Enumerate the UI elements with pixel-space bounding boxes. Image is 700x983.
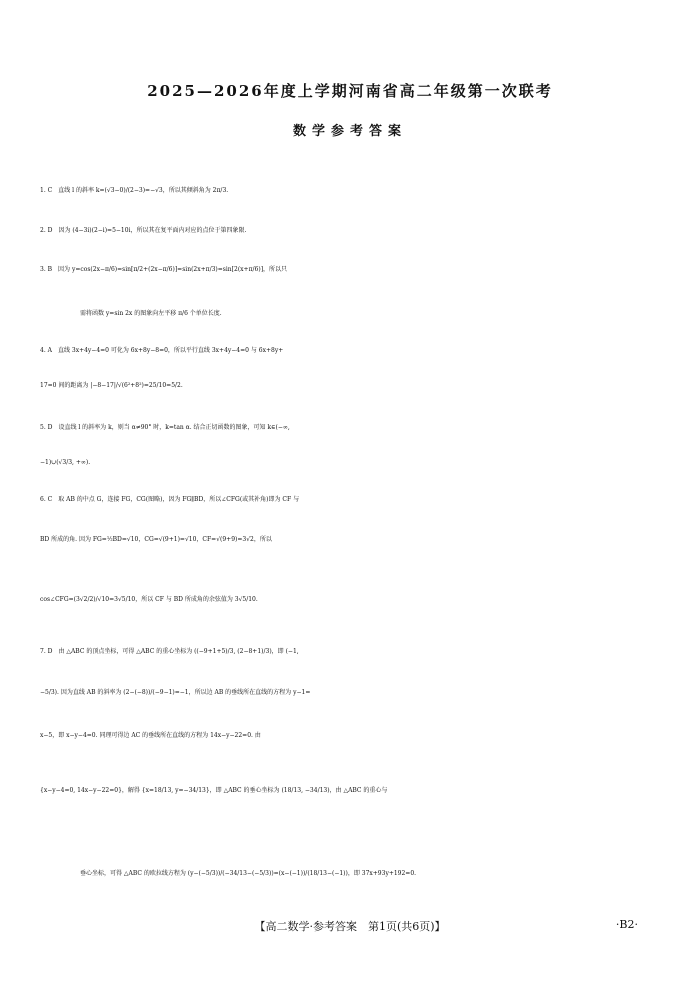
answer-line: −5/3). 因为直线 AB 的斜率为 (2−(−8))/(−9−1)=−1，所以边 AB 的垂线所在直线的方程为 y−1= bbox=[40, 689, 311, 696]
page-title: 2025—2026年度上学期河南省高二年级第一次联考 bbox=[147, 82, 553, 100]
answer-line: 3. B 因为 y=cos(2x−π/6)=sin[π/2+(2x−π/6)]=sin(2x+π/3)=sin[2(x+π/6)]，所以只 bbox=[40, 266, 288, 273]
answer-line: 7. D 由 △ABC 的顶点坐标，可得 △ABC 的重心坐标为 ((−9+1+5)/3, (2−8+1)/3)，即 (−1, bbox=[40, 648, 299, 655]
paper-code: ·B2· bbox=[615, 918, 638, 931]
answer-line: {x−y−4=0, 14x−y−22=0}，解得 {x=18/13, y=−34/13}，即 △ABC 的垂心坐标为 (18/13, −34/13)，由 △ABC 的重心与 bbox=[40, 787, 388, 794]
answer-line: cos∠CFG=(3√2/2)/√10=3√5/10，所以 CF 与 BD 所成角的余弦值为 3√5/10. bbox=[40, 596, 258, 603]
answer-line: 17=0 间的距离为 |−8−17|/√(6²+8²)=25/10=5/2. bbox=[40, 382, 183, 389]
answer-line: 需将函数 y=sin 2x 的图象向左平移 π/6 个单位长度. bbox=[80, 310, 222, 317]
answer-line: 垂心坐标，可得 △ABC 的欧拉线方程为 (y−(−5/3))/(−34/13−(−5/3))=(x−(−1))/(18/13−(−1))，即 37x+93y+192=0. bbox=[80, 870, 417, 877]
answer-line: −1)∪(√3/3, +∞). bbox=[40, 459, 91, 466]
answer-line: x−5，即 x−y−4=0. 同理可得边 AC 的垂线所在直线的方程为 14x−y−22=0. 由 bbox=[40, 732, 261, 739]
answer-line: 5. D 设直线 l 的斜率为 k，则当 α≠90° 时，k=tan α. 结合正切函数的图象，可知 k∈(−∞, bbox=[40, 424, 290, 431]
answer-line: 4. A 直线 3x+4y−4=0 可化为 6x+8y−8=0，所以平行直线 3x+4y−4=0 与 6x+8y+ bbox=[40, 347, 284, 354]
page-subtitle: 数学参考答案 bbox=[292, 124, 407, 139]
answer-line: 2. D 因为 (4−3i)(2−i)=5−10i，所以其在复平面内对应的点位于第四象限. bbox=[40, 227, 247, 234]
answer-line: BD 所成的角. 因为 FG=½BD=√10，CG=√(9+1)=√10，CF=√(9+9)=3√2，所以 bbox=[40, 536, 272, 543]
answer-line: 1. C 直线 l 的斜率 k=(√3−0)/(2−3)=−√3，所以其倾斜角为 2π/3. bbox=[40, 187, 229, 194]
page-footer: 【高二数学·参考答案 第1页(共6页)】 bbox=[254, 920, 446, 933]
answer-line: 6. C 取 AB 的中点 G，连接 FG，CG(图略)，因为 FG∥BD，所以∠CFG(或其补角)即为 CF 与 bbox=[40, 496, 300, 503]
